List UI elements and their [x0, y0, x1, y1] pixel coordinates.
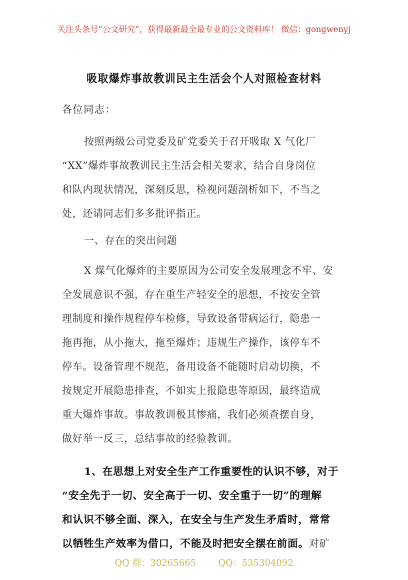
paragraph-line: X 煤气化爆炸的主要原因为公司安全发展理念不牢、安 — [84, 266, 334, 277]
plain-run: 对矿 — [309, 539, 330, 550]
paragraph-line: 拖再拖，从小拖大，拖至爆炸；违规生产操作，该停车不 — [62, 338, 321, 349]
paragraph-line: “XX”爆炸事故教训民主生活会相关要求，结合自身岗位 — [62, 161, 316, 172]
footer-contact — [0, 556, 408, 569]
paragraph-line: 做好举一反三，总结事故的经验教训。 — [62, 434, 238, 445]
paragraph-line: 和队内现状情况，深刻反思，检视问题剖析如下，不当之 — [62, 185, 321, 196]
paragraph-line: 理制度和操作规程停车检修，导致设备带病运行，隐患一 — [62, 314, 321, 325]
paragraph-line: 全发展意识不强，存在重生产轻安全的思想，不按安全管 — [62, 290, 321, 301]
paragraph-line: 按规定开展隐患排查，不如实上报隐患等原因，最终造成 — [62, 386, 321, 397]
bold-paragraph-line: “安全先于一切、安全高于一切、安全重于一切”的理解 — [62, 490, 322, 502]
paragraph-line: 重大爆炸事故。事故教训极其惨痛，我们必须查摆自身， — [62, 410, 321, 421]
salutation: 各位同志： — [62, 105, 116, 116]
paragraph-last-line — [62, 535, 330, 550]
paragraph-line: 处，还请同志们多多批评指正。 — [62, 209, 207, 220]
footer-qq: QQ：535304092 — [218, 559, 294, 569]
section-heading: 一、存在的突出问题 — [84, 236, 178, 247]
document-title: 吸取爆炸事故教训民主生活会个人对照检查材料 — [86, 73, 322, 85]
bold-paragraph-line: 1、在思想上对安全生产工作重要性的认识不够，对于 — [84, 466, 339, 478]
bold-paragraph-line: 和认识不够全面、深入，在安全与生产发生矛盾时，常常 — [62, 514, 331, 526]
paragraph-line: 按照两级公司党委及矿党委关于召开吸取 X 气化厂 — [84, 137, 316, 148]
footer-qq-group: QQ 群：30265665 — [114, 559, 197, 569]
paragraph-line: 停车。设备管理不规范，备用设备不能随时启动切换，不 — [62, 362, 321, 373]
header-banner: 关注头条号“公文研究”，获得最新最全最专业的公文资料库！ 微信：gongwenyj — [57, 24, 351, 34]
bold-run: 以牺牲生产效率为借口，不能及时把安全摆在前面。 — [62, 538, 310, 550]
